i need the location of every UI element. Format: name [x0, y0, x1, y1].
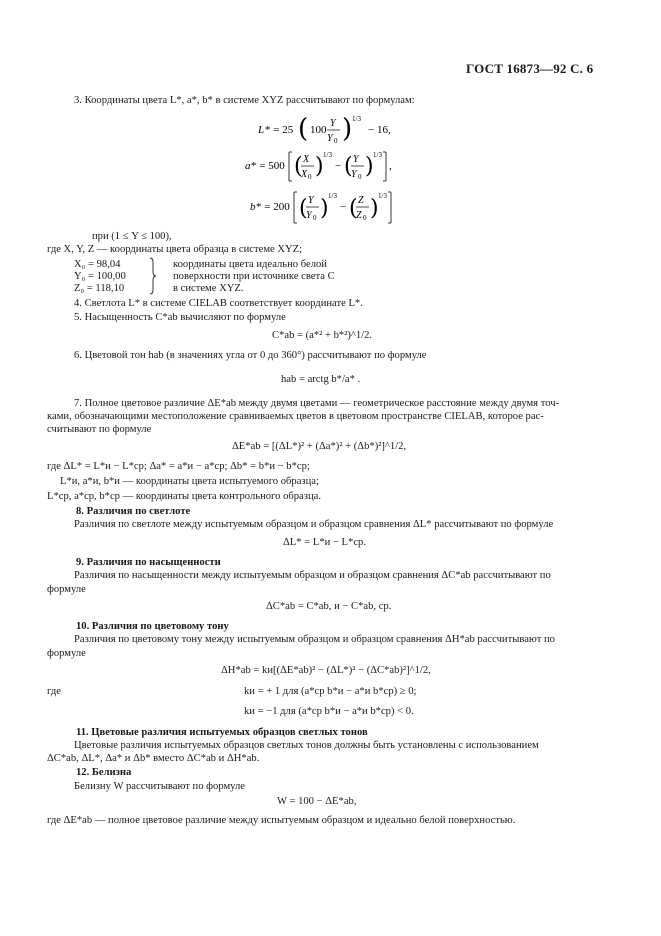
s8-title: 8. Различия по светлоте: [76, 506, 191, 517]
svg-text:0: 0: [308, 173, 312, 181]
svg-text:): ): [315, 154, 324, 179]
svg-text:100: 100: [310, 124, 327, 136]
s10-k2: kи = −1 для (a*ср b*и − a*и b*ср) < 0.: [244, 706, 414, 717]
s8-text: Различия по светлоте между испытуемым образцом и образцом сравнения ΔL* рассчитывают по формуле: [74, 519, 554, 530]
svg-text:1/3: 1/3: [378, 192, 387, 200]
svg-text:Y: Y: [308, 195, 314, 206]
s3-y0: Y₀ = 100,00: [74, 271, 126, 282]
s6-formula: hab = arctg b*/a* .: [281, 374, 361, 385]
svg-text:X: X: [301, 169, 308, 180]
formula-b: [250, 188, 400, 228]
svg-text:): ): [365, 154, 374, 179]
s5-text: 5. Насыщенность C*ab вычисляют по формуле: [74, 312, 286, 323]
formula-a-svg: [245, 148, 395, 184]
s3-x0: X₀ = 98,04: [74, 259, 121, 270]
s8-formula: ΔL* = L*и − L*ср.: [283, 537, 366, 548]
svg-text:L: L: [258, 124, 265, 136]
s12-text: Белизну W рассчитывают по формуле: [74, 781, 245, 792]
s10-text-2: формуле: [47, 648, 86, 659]
svg-text:): ): [320, 196, 329, 221]
svg-text:−: −: [335, 160, 342, 172]
s10-text-1: Различия по цветовому тону между испытуемым образцом и образцом сравнения ΔH*ab рассчитывают по: [74, 634, 555, 645]
svg-text:(: (: [349, 196, 358, 221]
s10-where: где: [47, 686, 61, 697]
s9-text-1: Различия по насыщенности между испытуемым образцом и образцом сравнения ΔC*ab рассчитывают по: [74, 570, 551, 581]
svg-text:1/3: 1/3: [328, 192, 337, 200]
svg-text:a: a: [245, 160, 251, 172]
svg-text:b: b: [250, 201, 256, 213]
svg-text:−: −: [340, 201, 347, 213]
s3-intro: 3. Координаты цвета L*, a*, b* в системе XYZ рассчитывают по формулам:: [74, 95, 415, 106]
svg-text:1/3: 1/3: [373, 151, 382, 159]
s3-desc-2: поверхности при источнике света С: [173, 271, 335, 282]
svg-text:Z: Z: [356, 210, 362, 221]
s6-text: 6. Цветовой тон hab (в значениях угла от 0 до 360°) рассчитывают по формуле: [74, 350, 427, 361]
svg-text:): ): [342, 114, 353, 144]
svg-text:0: 0: [358, 173, 362, 181]
s7-formula: ΔE*ab = [(ΔL*)² + (Δa*)² + (Δb*)²]^1/2,: [232, 441, 407, 452]
svg-text:1/3: 1/3: [323, 151, 332, 159]
s7-line-2: ками, обозначающими местоположение сравниваемых цветов в цветовом пространстве CIELAB, которое рас-: [47, 411, 544, 422]
svg-text:* = 200: * = 200: [256, 201, 290, 213]
svg-text:* = 500: * = 500: [251, 160, 285, 172]
s9-text-2: формуле: [47, 584, 86, 595]
svg-text:Z: Z: [358, 195, 364, 206]
svg-text:(: (: [299, 196, 308, 221]
s11-text-2: ΔC*ab, ΔL*, Δa* и Δb* вместо ΔC*ab и ΔH*ab.: [47, 753, 260, 764]
s10-k1: kи = + 1 для (a*ср b*и − a*и b*ср) ≥ 0;: [244, 686, 417, 697]
svg-text:X: X: [303, 154, 310, 165]
svg-text:Y: Y: [353, 154, 359, 165]
svg-text:− 16,: − 16,: [368, 124, 391, 136]
svg-text:(: (: [344, 154, 353, 179]
svg-text:0: 0: [313, 214, 317, 222]
s3-desc-3: в системе XYZ.: [173, 283, 244, 294]
svg-text:(: (: [298, 114, 309, 144]
formula-a: [245, 148, 395, 184]
svg-text:1/3: 1/3: [352, 115, 361, 123]
svg-text:0: 0: [363, 214, 367, 222]
s7-where-1: где ΔL* = L*и − L*ср; Δa* = a*и − a*ср; Δb* = b*и − b*ср;: [47, 461, 310, 472]
svg-text:Y: Y: [327, 133, 333, 144]
s7-line-3: считывают по формуле: [47, 424, 152, 435]
s7-line-1: 7. Полное цветовое различие ΔE*ab между двумя цветами — геометрическое расстояние между двумя точ-: [74, 398, 560, 409]
s12-where: где ΔE*ab — полное цветовое различие между испытуемым образцом и идеально белой поверхностью.: [47, 815, 516, 826]
s11-title: 11. Цветовые различия испытуемых образцов светлых тонов: [76, 727, 368, 738]
s3-brace: [148, 256, 158, 296]
s3-z0: Z₀ = 118,10: [74, 283, 125, 294]
svg-text:Y: Y: [306, 210, 312, 221]
s12-formula: W = 100 − ΔE*ab,: [277, 796, 357, 807]
s7-where-2: L*и, a*и, b*и — координаты цвета испытуемого образца;: [60, 476, 319, 487]
s3-where: где X, Y, Z — координаты цвета образца в системе XYZ;: [47, 244, 303, 255]
s9-formula: ΔC*ab = C*ab, и − C*ab, ср.: [266, 601, 392, 612]
svg-text:Y: Y: [330, 118, 336, 129]
s12-title: 12. Белизна: [76, 767, 132, 778]
svg-text:,: ,: [389, 160, 392, 172]
s4-text: 4. Светлота L* в системе CIELAB соответствует координате L*.: [74, 298, 363, 309]
svg-text:* = 25: * = 25: [265, 124, 294, 136]
s3-desc-1: координаты цвета идеально белой: [173, 259, 327, 270]
s9-title: 9. Различия по насыщенности: [76, 557, 221, 568]
brace-icon: [148, 256, 158, 296]
svg-text:0: 0: [334, 137, 338, 145]
svg-text:): ): [370, 196, 379, 221]
formula-b-svg: [250, 188, 400, 228]
s10-formula: ΔH*ab = kи[(ΔE*ab)² − (ΔL*)² − (ΔC*ab)²]^1/2,: [221, 665, 431, 676]
formula-L: [258, 112, 418, 146]
page-header: ГОСТ 16873—92 С. 6: [466, 61, 594, 76]
formula-L-svg: [258, 112, 418, 146]
s11-text-1: Цветовые различия испытуемых образцов светлых тонов должны быть установлены с использованием: [74, 740, 539, 751]
s7-where-3: L*ср, a*ср, b*ср — координаты цвета контрольного образца.: [47, 491, 321, 502]
svg-text:Y: Y: [351, 169, 357, 180]
s3-condition: при (1 ≤ Y ≤ 100),: [92, 231, 172, 242]
svg-text:(: (: [294, 154, 303, 179]
s10-title: 10. Различия по цветовому тону: [76, 621, 229, 632]
s5-formula: C*ab = (a*² + b*²)^1/2.: [272, 330, 373, 341]
